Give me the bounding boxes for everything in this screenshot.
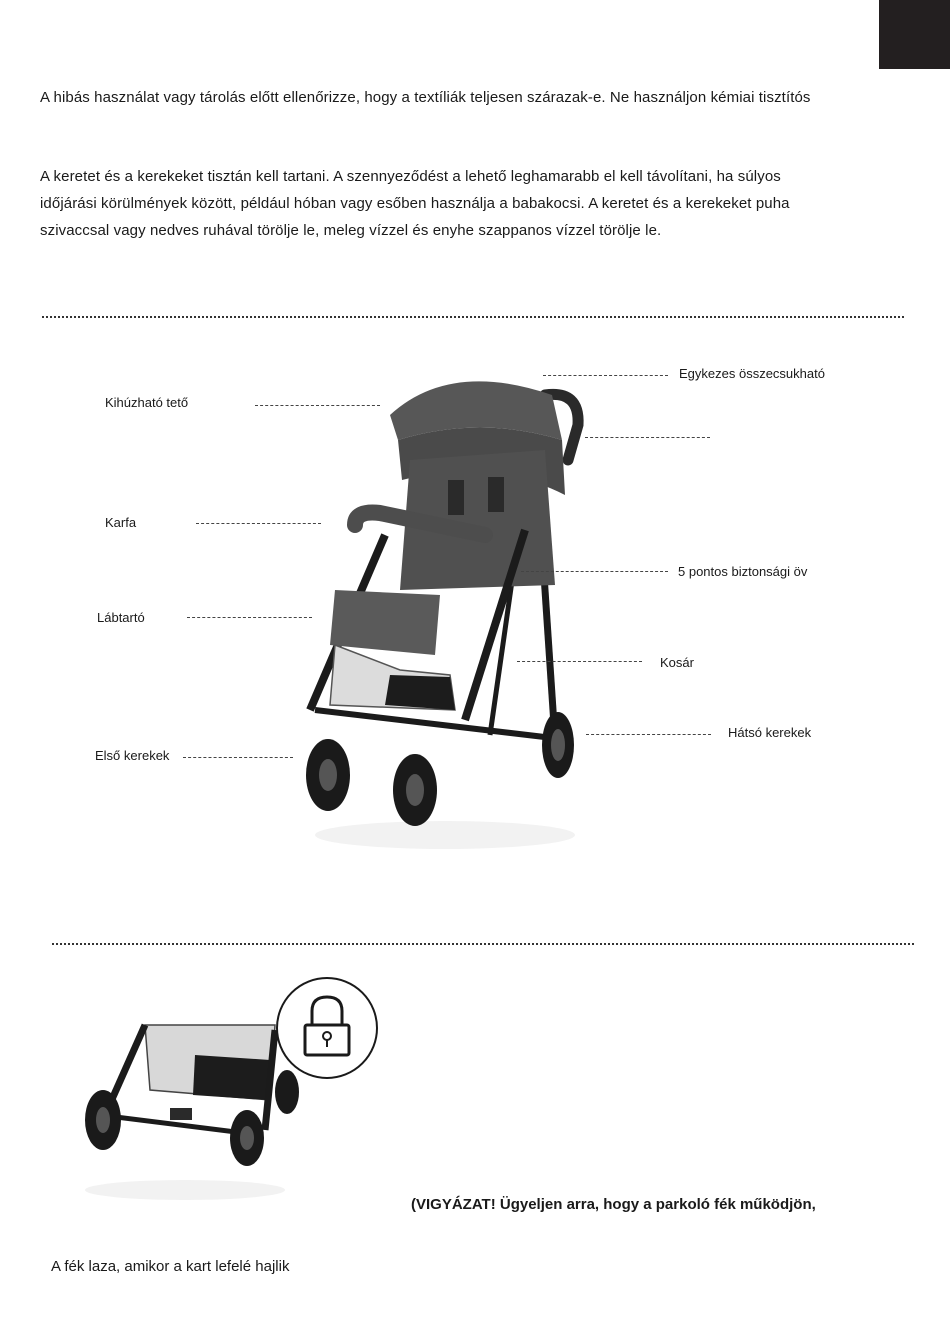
frame-paragraph-line-2: időjárási körülmények között, például hóban vagy esőben használja a babakocsi. A keretet és a kerekeket puha xyxy=(40,195,790,212)
leader-footrest xyxy=(187,617,312,618)
frame-paragraph-line-3: szivaccsal vagy nedves ruhával törölje le, meleg vízzel és enyhe szappanos vízzel törölje le. xyxy=(40,222,662,239)
label-front-wheels: Első kerekek xyxy=(95,748,170,763)
leader-canopy xyxy=(255,405,380,406)
leader-one-hand-fold xyxy=(543,375,668,376)
brake-warning: (VIGYÁZAT! Ügyeljen arra, hogy a parkoló fék működjön, xyxy=(411,1196,816,1213)
drying-paragraph: A hibás használat vagy tárolás előtt ellenőrizze, hogy a textíliák teljesen szárazak-e. Ne használjon kémiai tisztítós xyxy=(40,89,811,106)
label-harness: 5 pontos biztonsági öv xyxy=(678,564,808,579)
leader-basket xyxy=(517,661,642,662)
section-divider-bottom xyxy=(52,943,914,945)
stroller-illustration xyxy=(290,365,600,860)
label-canopy: Kihúzható tető xyxy=(105,395,189,410)
leader-harness xyxy=(521,571,668,572)
label-one-hand-fold: Egykezes összecsukható xyxy=(679,366,825,381)
section-divider-top xyxy=(42,316,904,318)
lock-icon xyxy=(274,975,380,1081)
page-corner-tab xyxy=(879,0,950,69)
label-basket: Kosár xyxy=(660,655,694,670)
leader-armrest xyxy=(196,523,321,524)
frame-paragraph-line-1: A keretet és a kerekeket tisztán kell tartani. A szennyeződést a lehető leghamarabb el kell távolítani, ha súlyos xyxy=(40,168,781,185)
label-armrest: Karfa xyxy=(105,515,137,530)
leader-handle xyxy=(585,437,710,438)
label-footrest: Lábtartó xyxy=(97,610,145,625)
brake-release-note: A fék laza, amikor a kart lefelé hajlik xyxy=(51,1258,290,1275)
leader-rear-wheels xyxy=(586,734,711,735)
leader-front-wheels xyxy=(183,757,293,758)
label-rear-wheels: Hátsó kerekek xyxy=(728,725,812,740)
